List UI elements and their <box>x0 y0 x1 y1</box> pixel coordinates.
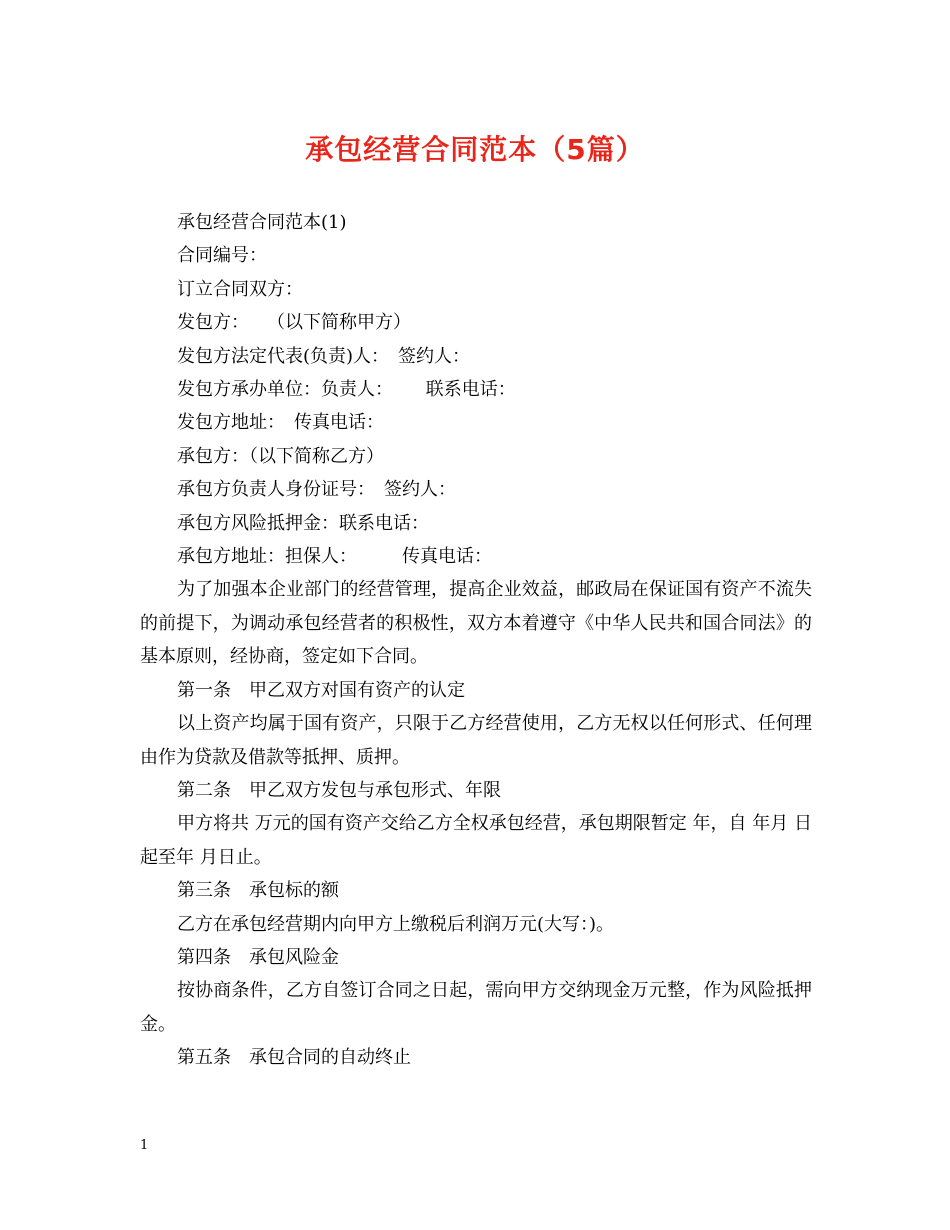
article-4-body: 按协商条件，乙方自签订合同之日起，需向甲方交纳现金万元整，作为风险抵押金。 <box>140 980 812 1035</box>
intro-paragraph: 为了加强本企业部门的经营管理，提高企业效益，邮政局在保证国有资产不流失的前提下，为调动承包经营者的积极性，双方本着遵守《中华人民共和国合同法》的基本原则，经协商，签定如下合同。 <box>140 579 812 668</box>
article-2-heading: 第二条 甲乙双方发包与承包形式、年限 <box>177 779 501 801</box>
parties-line: 订立合同双方： <box>177 278 303 300</box>
document-body <box>140 206 812 1075</box>
article-3-heading: 第三条 承包标的额 <box>177 880 339 902</box>
contract-heading: 承包经营合同范本(1) <box>177 212 347 233</box>
party-b-line: 承包方：（以下简称乙方） <box>177 445 384 467</box>
party-b-deposit-line: 承包方风险抵押金：联系电话： <box>177 512 429 534</box>
article-3-body: 乙方在承包经营期内向甲方上缴税后利润万元(大写：)。 <box>177 913 615 935</box>
party-a-line: 发包方： （以下简称甲方） <box>177 312 411 334</box>
article-1-body: 以上资产均属于国有资产，只限于乙方经营使用，乙方无权以任何形式、任何理由作为贷款及借款等抵押、质押。 <box>140 713 812 768</box>
party-a-address-line: 发包方地址： 传真电话： <box>177 412 384 434</box>
article-1-heading: 第一条 甲乙双方对国有资产的认定 <box>177 679 465 701</box>
party-b-id-line: 承包方负责人身份证号： 签约人： <box>177 479 456 501</box>
page-number: 1 <box>140 1138 149 1153</box>
article-2-body: 甲方将共 万元的国有资产交给乙方全权承包经营，承包期限暂定 年，自 年月 日起至年 月日止。 <box>140 813 812 868</box>
contract-number-line: 合同编号： <box>177 245 267 267</box>
page-title: 承包经营合同范本（5篇） <box>305 133 645 166</box>
article-4-heading: 第四条 承包风险金 <box>177 946 339 968</box>
article-5-heading: 第五条 承包合同的自动终止 <box>177 1047 411 1069</box>
party-b-address-line: 承包方地址：担保人： 传真电话： <box>177 546 492 568</box>
party-a-unit-line: 发包方承办单位：负责人： 联系电话： <box>177 379 516 401</box>
party-a-representative-line: 发包方法定代表(负责)人： 签约人： <box>177 345 471 367</box>
